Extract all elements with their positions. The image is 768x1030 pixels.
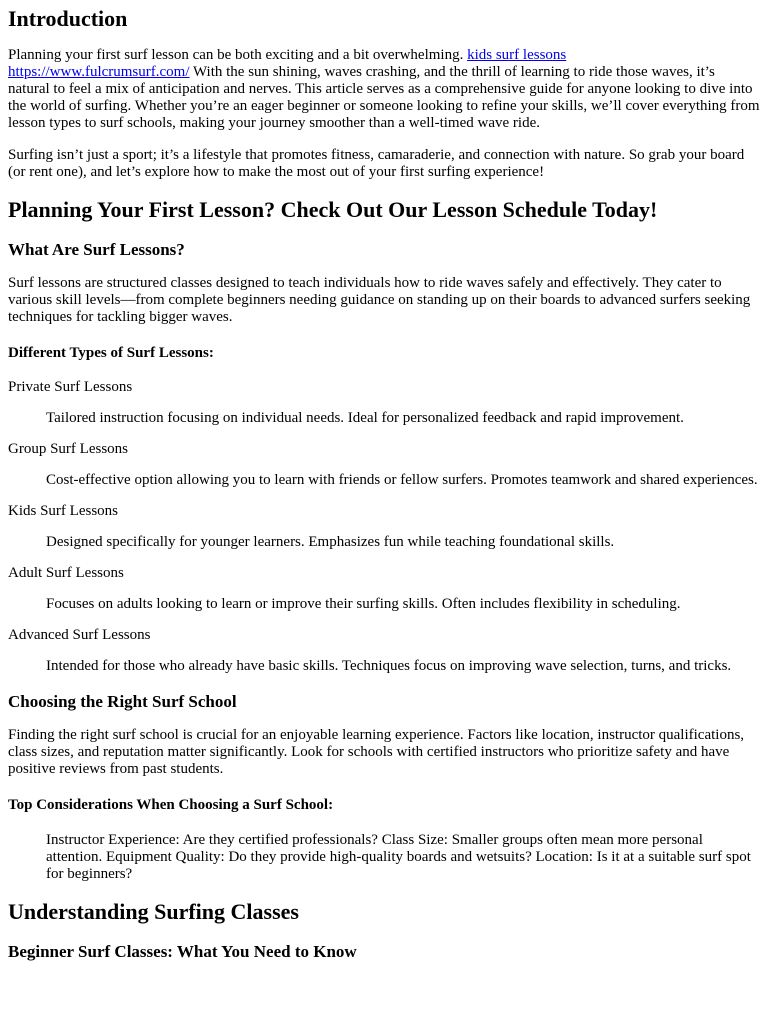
- lesson-types-heading: Different Types of Surf Lessons:: [8, 345, 214, 361]
- planning-heading: Planning Your First Lesson? Check Out Our Lesson Schedule Today!: [8, 197, 658, 222]
- intro-heading: Introduction: [8, 6, 128, 31]
- lesson-type-term: Advanced Surf Lessons: [8, 627, 151, 643]
- choosing-surf-school-paragraph: Finding the right surf school is crucial for an enjoyable learning experience. Factors like location, instructor qualifications, class sizes, and reputation matter significantly. Look for schools with certified instructors who prioritize safety and have positive reviews from past students.: [8, 727, 745, 777]
- lesson-type-description: Cost-effective option allowing you to learn with friends or fellow surfers. Promotes teamwork and shared experiences.: [46, 472, 758, 488]
- considerations-blockquote: Instructor Experience: Are they certified professionals? Class Size: Smaller groups often mean more personal attention. Equipment Quality: Do they provide high-quality boards and wetsuits? Location: Is it at a suitable surf spot for beginners?: [46, 832, 751, 882]
- what-are-surf-lessons-heading: What Are Surf Lessons?: [8, 240, 185, 259]
- lesson-types-list: [8, 379, 760, 675]
- lesson-type-description: Intended for those who already have basic skills. Techniques focus on improving wave selection, turns, and tricks.: [46, 658, 732, 674]
- understanding-classes-heading: Understanding Surfing Classes: [8, 899, 299, 924]
- beginner-classes-heading: Beginner Surf Classes: What You Need to Know: [8, 942, 357, 961]
- lesson-type-term: Adult Surf Lessons: [8, 565, 124, 581]
- kids-surf-lessons-link[interactable]: kids surf lessons: [467, 47, 567, 63]
- intro-paragraph: [8, 47, 760, 132]
- article: [0, 6, 768, 962]
- lesson-type-term: Kids Surf Lessons: [8, 503, 119, 519]
- lesson-type-description: Designed specifically for younger learners. Emphasizes fun while teaching foundational skills.: [46, 534, 615, 550]
- intro-paragraph-2: Surfing isn’t just a sport; it’s a lifestyle that promotes fitness, camaraderie, and connection with nature. So grab your board (or rent one), and let’s explore how to make the most out of your first surfing experience!: [8, 147, 745, 180]
- choosing-surf-school-heading: Choosing the Right Surf School: [8, 692, 237, 711]
- lesson-type-description: Tailored instruction focusing on individual needs. Ideal for personalized feedback and rapid improvement.: [46, 410, 684, 426]
- lesson-type-term: Private Surf Lessons: [8, 379, 133, 395]
- what-are-surf-lessons-paragraph: Surf lessons are structured classes designed to teach individuals how to ride waves safely and effectively. They cater to various skill levels—from complete beginners needing guidance on standing up on their boards to advanced surfers seeking techniques for tackling bigger waves.: [8, 275, 751, 325]
- lesson-type-term: Group Surf Lessons: [8, 441, 128, 457]
- intro-text-before: Planning your first surf lesson can be both exciting and a bit overwhelming.: [8, 47, 468, 63]
- considerations-heading: Top Considerations When Choosing a Surf School:: [8, 797, 334, 813]
- fulcrumsurf-link[interactable]: https://www.fulcrumsurf.com/: [8, 64, 190, 80]
- intro-text-after: With the sun shining, waves crashing, and the thrill of learning to ride those waves, it’s natural to feel a mix of anticipation and nerves. This article serves as a comprehensive guide for anyone looking to dive into the world of surfing. Whether you’re an eager beginner or someone looking to refine your skills, we’ll cover everything from lesson types to surf schools, making your journey smoother than a well-timed wave ride.: [8, 64, 760, 131]
- lesson-type-description: Focuses on adults looking to learn or improve their surfing skills. Often includes flexibility in scheduling.: [46, 596, 681, 612]
